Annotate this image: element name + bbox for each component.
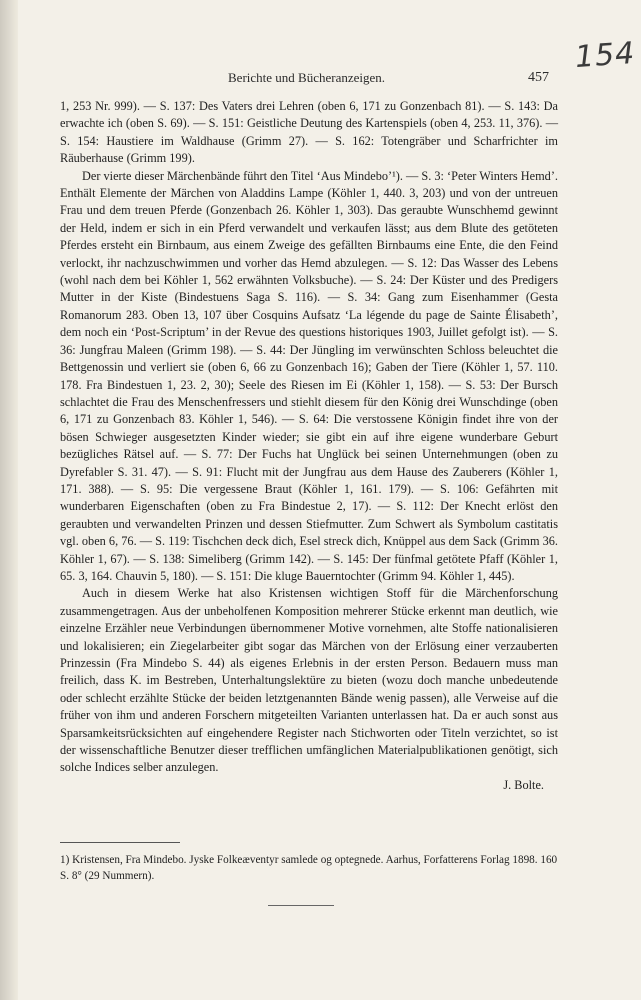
paragraph-conclusion-text: Auch in diesem Werke hat also Kristensen wichtigen Stoff für die Märchenforschung zusammengetragen. Aus der unbeholfenen Komposition mehrerer Stücke erkennt man deutlich, wie einzelne Erzähler neue Verbindungen übernommener Motive vornehmen, alte Stoffe nationalisieren und lokalisieren; ein Ziegelarbeiter gibt sogar das Märchen von der Erlösung einer verzauberten Prinzessin (Fra Mindebo S. 44) als eigenes Erlebnis in der ersten Person. Bedauern muss man freilich, dass K. im Bestreben, Unterhaltungslektüre zu bieten (wozu doch manche unbedeutende oder schlecht erzählte Stücke der beiden letztgenannten Bände wenig passen), alle Verweise auf die früher von ihm und anderen Forschern mitgeteilten Varianten unterlassen hat. Da er auch sonst aus Sparsamkeitsrücksichten auf eingehendere Register nach Stichworten oder Titeln verzichtet, so ist der wissenschaftliche Benutzer dieser trefflichen umfänglichen Materialpublikationen genötigt, sich solche Indices selber anzulegen. — [60, 586, 558, 775]
handwritten-page-annotation: 154 — [573, 35, 637, 76]
page-number: 457 — [528, 70, 549, 85]
running-header-title: Berichte und Bücheranzeigen. — [228, 70, 386, 85]
footnote-divider — [60, 842, 180, 843]
paragraph-continuation: 1, 253 Nr. 999). — S. 137: Des Vaters drei Lehren (oben 6, 171 zu Gonzenbach 81). — S. 143: Da erwachte ich (oben S. 69). — S. 151: Geistliche Deutung des Kartenspiels (oben 4, 253. 11, 376). — S. 154: Haustiere im Waldhause (Grimm 27). — S. 162: Totengräber und Scharfrichter im Räuberhause (Grimm 199). — [60, 99, 558, 166]
paragraph-conclusion — [60, 585, 558, 794]
paragraph-mindebo: Der vierte dieser Märchenbände führt den Titel ‘Aus Mindebo’¹). — S. 3: ‘Peter Winters Hemd’. Enthält Elemente der Märchen von Aladdins Lampe (Köhler 1, 440. 3, 203) und von der untreuen Frau und dem treuen Pferde (Gonzenbach 26. Köhler 1, 303). Das geraubte Wunschhemd gewinnt der Held, indem er sich in ein Pferd verwandelt und verkaufen lässt; aus dem Blute des getöteten Pferdes ersteht ein Birnbaum, aus einem Zweige des gefällten Birnbaums eine Ente, die den Feind verlockt, ihr nachzuschwimmen und vorher das Hemd abzulegen. — S. 12: Das Wasser des Lebens (wohl nach dem bei Köhler 1, 562 erwähnten Volksbuche). — S. 24: Der Küster und des Predigers Mutter in der Kiste (Bindestuens Saga S. 116). — S. 34: Gang zum Eisenhammer (Gesta Romanorum 283. Oben 13, 107 über Cosquins Aufsatz ‘La légende du page de Sainte Élisabeth’, dem noch ein ‘Post-Scriptum’ in der Revue des questions historiques 1903, Juillet gefolgt ist). — S. 36: Jungfrau Maleen (Grimm 198). — S. 44: Der Jüngling im verwünschten Schloss beleuchtet die Bettgenossin und verliert sie (oben 6, 66 zu Gonzenbach 16); Gaben der Tiere (Köhler 1, 57. 110. 178. Fra Bindestuen 1, 23. 2, 30); Seele des Riesen im Ei (Köhler 1, 158). — S. 53: Der Bursch schlachtet die Frau des Menschenfressers und stiehlt diesem für den König drei Wunschdinge (oben 6, 171 zu Gonzenbach 83. Köhler 1, 546). — S. 64: Die verstossene Königin findet ihre von der bösen Schwieger ausgesetzten Kinder wieder; sie gibt ein auf ihre eigene wunderbare Geburt bezügliches Rätsel auf. — S. 77: Der Fuchs hat Unglück bei seinen Unternehmungen (oben zu Dyrefabler S. 31. 47). — S. 91: Flucht mit der Jungfrau aus dem Hause des Zauberers (Köhler 1, 171. 388). — S. 95: Die vergessene Braut (Köhler 1, 161. 179). — S. 106: Gefährten mit wunderbaren Eigenschaften (oben zu Fra Bindestue 2, 17). — S. 112: Der Knecht erlöst den geraubten und verwandelten Prinzen und dessen Stiefmutter. Zum Schwert als Symbolum castitatis vgl. oben 6, 76. — S. 119: Tischchen deck dich, Esel streck dich, Knüppel aus dem Sack (Grimm 36. Köhler 1, 67). — S. 138: Simeliberg (Grimm 142). — S. 145: Der fünfmal getötete Pfaff (Köhler 1, 65. 3, 164. Chauvin 5, 180). — S. 151: Die kluge Bauerntochter (Grimm 94. Köhler 1, 445). — [60, 168, 558, 583]
main-text — [60, 98, 558, 794]
footnote: 1) Kristensen, Fra Mindebo. Jyske Folkeæventyr samlede og optegnede. Aarhus, Forfatterens Forlag 1898. 160 S. 8° (29 Nummern). — [60, 854, 558, 882]
author-signature: J. Bolte. — [503, 777, 544, 792]
page-edge-shadow — [0, 0, 18, 1000]
end-rule — [268, 905, 334, 906]
